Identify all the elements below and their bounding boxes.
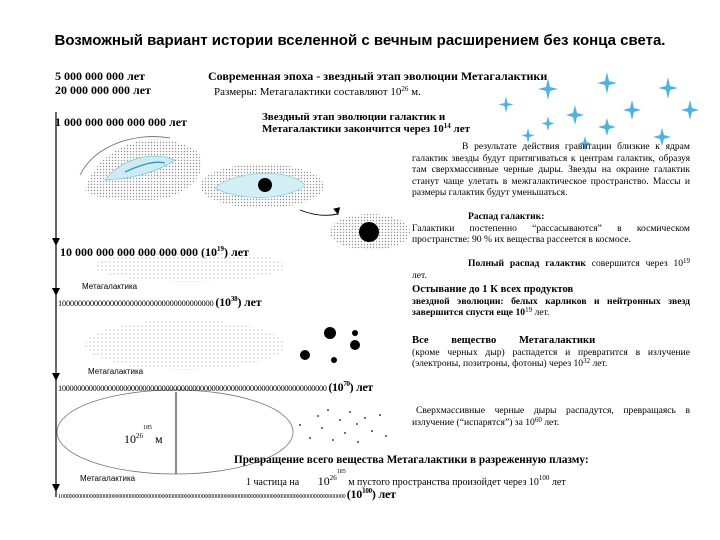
page-title: Возможный вариант истории вселенной с вечным расширением без конца света. xyxy=(54,32,666,49)
metagalaxy-label-2: Метагалактика xyxy=(88,367,144,376)
full-decay-heading: Полный распад галактик xyxy=(468,258,586,269)
timeline-arrow-1 xyxy=(52,238,60,246)
stellar-stage-line-2: Метагалактики закончится через $10^{14}$ лет xyxy=(262,122,471,135)
spiral-galaxy-1 xyxy=(80,137,202,200)
particle-line: 1 частица на $10^{26185}$ м пустого пространства произойдет через $10^{100}$ лет xyxy=(246,469,566,488)
stellar-stage-line-1: Звездный этап эволюции галактик и xyxy=(262,111,446,123)
metagalaxy-label-1: Метагалактика xyxy=(82,282,138,291)
timeline-1e19: 10 000 000 000 000 000 000 $(10^{19})$ лет xyxy=(60,245,249,259)
paragraph-galaxy-decay xyxy=(412,211,690,246)
galaxy-with-black-hole xyxy=(200,164,324,208)
timeline-5e9: 5 000 000 000 лет xyxy=(55,69,145,83)
paragraph-all-matter: Все вещество Метагалактики (кроме черных дыр) распадется и превратится в излучение (электроны, позитроны, фотоны) через $10^{32}$ лет. xyxy=(412,335,690,370)
paragraph-gravity-text: В результате действия гравитации близкие к ядрам галактик звезды будут притягиваться к центрам галактик, образуя там сверхмассивные черные дыры. Звезды на окраине галактик станут чаще улетать в межгалактическое пространство. Массы и размеры галактик будут уменьшаться. xyxy=(412,141,690,199)
cooling-heading: Остывание до 1 К всех продуктов xyxy=(412,284,574,295)
paragraph-gravity xyxy=(412,141,690,199)
galaxy-large-black-hole xyxy=(330,214,410,250)
dispersed-galaxy-cloud-2 xyxy=(85,320,285,370)
timeline-arrow-3 xyxy=(52,373,60,381)
evaporation-dots xyxy=(299,409,387,443)
black-holes-field xyxy=(300,327,360,363)
timeline-1e18: 1 000 000 000 000 000 лет xyxy=(55,115,187,129)
timeline-1e38: 100000000000000000000000000000000000000 $(10^{38})$ лет xyxy=(58,295,262,309)
metagalaxy-label-3: Метагалактика xyxy=(80,474,136,483)
cooling-text: звездной эволюции: белых карликов и нейтронных звезд завершится спустя еще 10 xyxy=(412,295,690,319)
all-matter-text: (кроме черных дыр) распадется и превратится в излучение (электроны, позитроны, фотоны) через 10 xyxy=(412,346,690,370)
paragraph-full-decay: Полный распад галактик совершится через $10^{19}$ лет. xyxy=(412,257,691,281)
star-icons xyxy=(499,72,700,151)
metagalaxy-size-label: $10^{26185}$ м xyxy=(124,425,163,446)
paragraph-black-holes: Сверхмассивные черные дыры распадутся, превращаясь в излучение (“испарятся”) за $10^{60}$ лет. xyxy=(412,405,690,428)
timeline-2e10: 20 000 000 000 лет xyxy=(55,83,151,97)
size-line: Размеры: Метагалактики составляют $10^{26}$ м. xyxy=(214,85,421,98)
timeline-1e70: 1000000000000000000000000000000000000000000000000000000000000000000000 $(10^{70})$ лет xyxy=(58,380,373,394)
timeline-1e100: 1000000000000000000000000000000000000000000000000000000000000000000000000000000000000000000000000000 $(10^{100})$ лет xyxy=(58,487,396,501)
modern-epoch-heading: Современная эпоха - звездный этап эволюции Метагалактики xyxy=(208,69,548,83)
evolution-arrow xyxy=(300,210,338,215)
final-transform-heading: Превращение всего вещества Метагалактики в разреженную плазму: xyxy=(234,454,589,466)
black-holes-text: Сверхмассивные черные дыры распадутся, превращаясь в излучение (“испарятся”) за 10 xyxy=(412,405,690,428)
timeline-arrow-2 xyxy=(52,288,60,296)
full-decay-text: совершится через 10 xyxy=(585,258,684,269)
paragraph-cooling: Остывание до 1 К всех продуктов звездной эволюции: белых карликов и нейтронных звезд завершится спустя еще $10^{19}$ лет. xyxy=(412,284,690,319)
galaxy-decay-heading: Распад галактик: xyxy=(468,211,545,222)
galaxy-decay-text: Галактики постепенно “рассасываются” в космическом пространстве: 90 % их вещества рассеется в космосе. xyxy=(412,222,690,246)
all-matter-heading: Все вещество Метагалактики xyxy=(412,335,596,346)
